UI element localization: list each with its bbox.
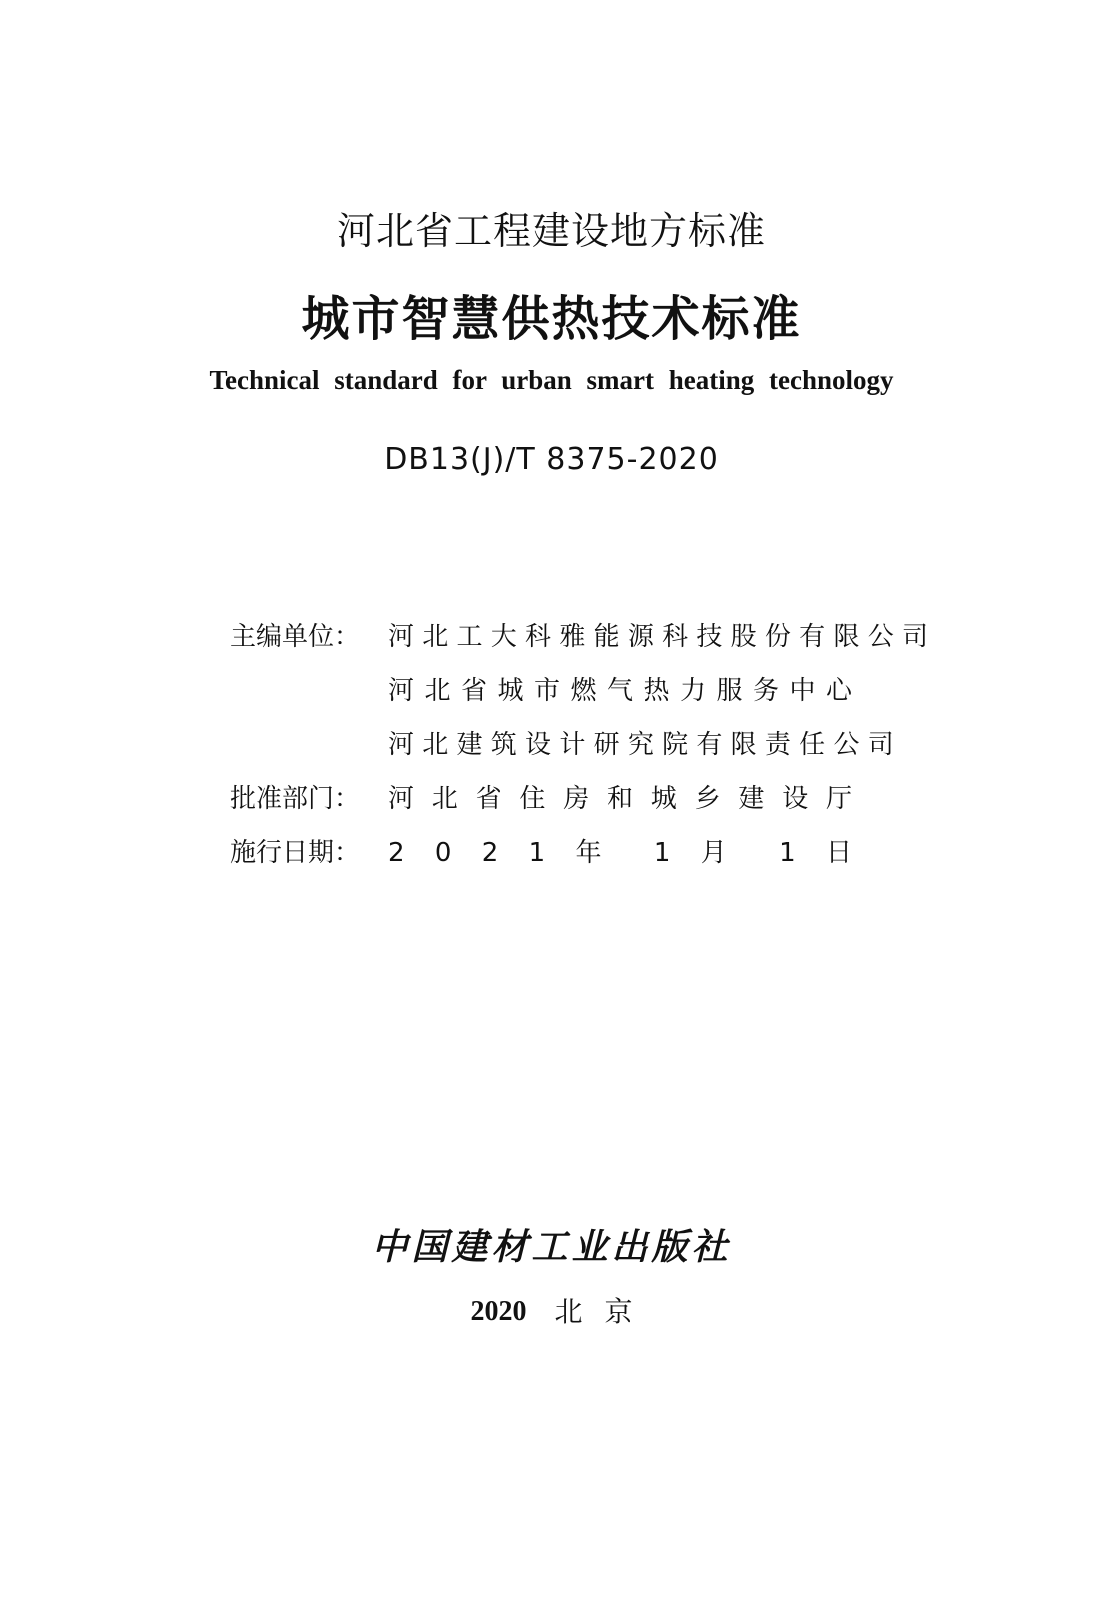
publication-year: 2020 — [470, 1296, 527, 1327]
effective-label: 施行日期： — [230, 838, 361, 868]
editor-item: 河 北 工 大 科 雅 能 源 科 技 股 份 有 限 公 司 — [388, 622, 928, 652]
main-title: 城市智慧供热技术标准 — [301, 291, 802, 347]
editor-row — [230, 610, 928, 772]
approval-label: 批准部门： — [230, 784, 361, 814]
english-title: Technical standard for urban smart heating technology — [209, 365, 894, 395]
series-title: 河北省工程建设地方标准 — [336, 209, 766, 253]
editor-list — [388, 610, 928, 772]
approval-row — [230, 772, 852, 826]
editor-item: 河 北 建 筑 设 计 研 究 院 有 限 责 任 公 司 — [388, 730, 894, 760]
effective-row — [230, 826, 852, 880]
info-block — [230, 610, 928, 880]
editor-item: 河 北 省 城 市 燃 气 热 力 服 务 中 心 — [388, 676, 852, 706]
approval-value: 河 北 省 住 房 和 城 乡 建 设 厅 — [388, 784, 852, 814]
publication-city: 北京 — [554, 1295, 655, 1328]
publisher-logo: 中国建材工业出版社 — [371, 1226, 732, 1268]
effective-value: 2 0 2 1 年 1 月 1 日 — [388, 838, 852, 868]
editor-label: 主编单位： — [230, 622, 361, 652]
publication-line — [0, 1292, 1103, 1332]
standard-code: DB13(J)/T 8375-2020 — [384, 442, 719, 477]
